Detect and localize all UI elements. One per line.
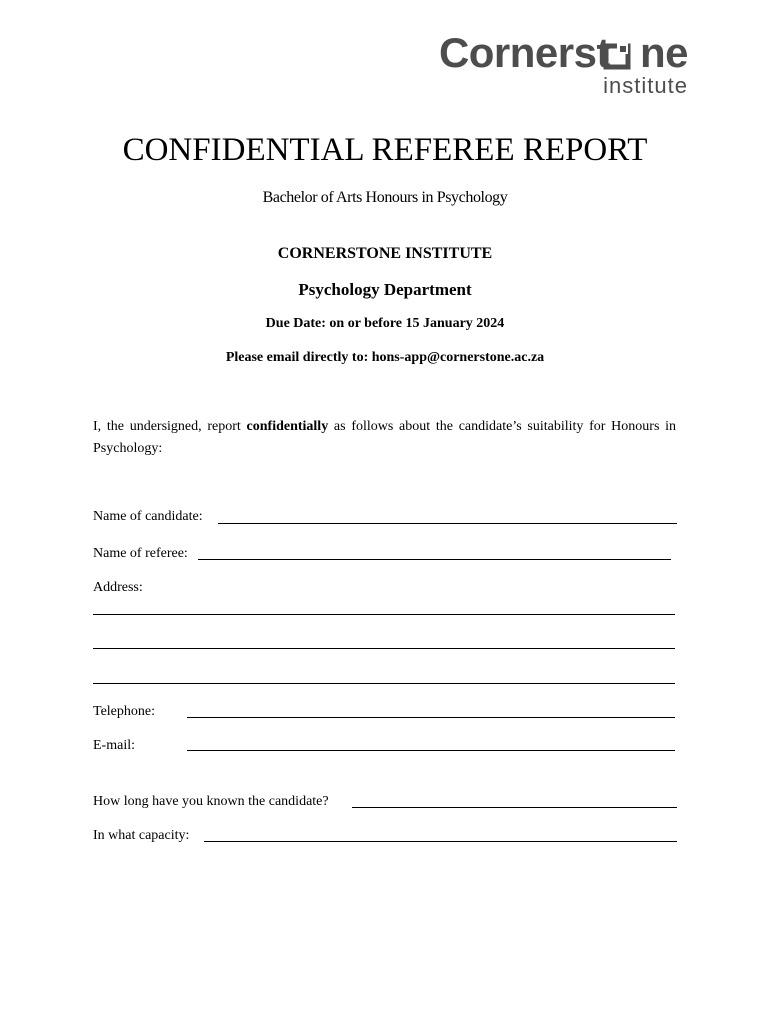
email-instruction: Please email directly to: hons-app@cornerstone.ac.za xyxy=(225,350,545,365)
telephone-field[interactable] xyxy=(187,717,675,718)
logo-wordmark xyxy=(439,30,688,76)
intro-emphasis: confidentially xyxy=(246,419,329,434)
email-label: E-mail: xyxy=(93,738,135,753)
logo-square-o-icon xyxy=(603,40,631,70)
capacity-field[interactable] xyxy=(204,841,677,842)
logo-word-part-1: Cornerst xyxy=(438,29,610,76)
candidate-name-label: Name of candidate: xyxy=(93,509,203,524)
due-date: Due Date: on or before 15 January 2024 xyxy=(265,316,505,331)
email-field[interactable] xyxy=(187,750,675,751)
intro-paragraph xyxy=(93,416,676,460)
address-field-line-2[interactable] xyxy=(93,648,675,649)
known-duration-label: How long have you known the candidate? xyxy=(93,794,329,809)
referee-name-field[interactable] xyxy=(198,559,671,560)
known-duration-field[interactable] xyxy=(352,807,677,808)
institution-name: CORNERSTONE INSTITUTE xyxy=(277,245,493,262)
department-name: Psychology Department xyxy=(298,280,472,299)
referee-name-label: Name of referee: xyxy=(93,546,188,561)
telephone-label: Telephone: xyxy=(93,704,155,719)
logo-word-part-2: ne xyxy=(639,29,688,76)
document-title: CONFIDENTIAL REFEREE REPORT xyxy=(122,132,648,168)
capacity-label: In what capacity: xyxy=(93,828,190,843)
address-field-line-1[interactable] xyxy=(93,614,675,615)
cornerstone-logo xyxy=(398,30,688,100)
address-label: Address: xyxy=(93,580,143,595)
intro-text-end: as follows about the candidate’s suitability for Honours in Psychology: xyxy=(93,419,677,456)
candidate-name-field[interactable] xyxy=(218,523,677,524)
logo-subtitle: institute xyxy=(603,73,688,98)
intro-text-start: I, the undersigned, report xyxy=(93,419,247,434)
address-field-line-3[interactable] xyxy=(93,683,675,684)
document-subtitle: Bachelor of Arts Honours in Psychology xyxy=(262,189,508,206)
